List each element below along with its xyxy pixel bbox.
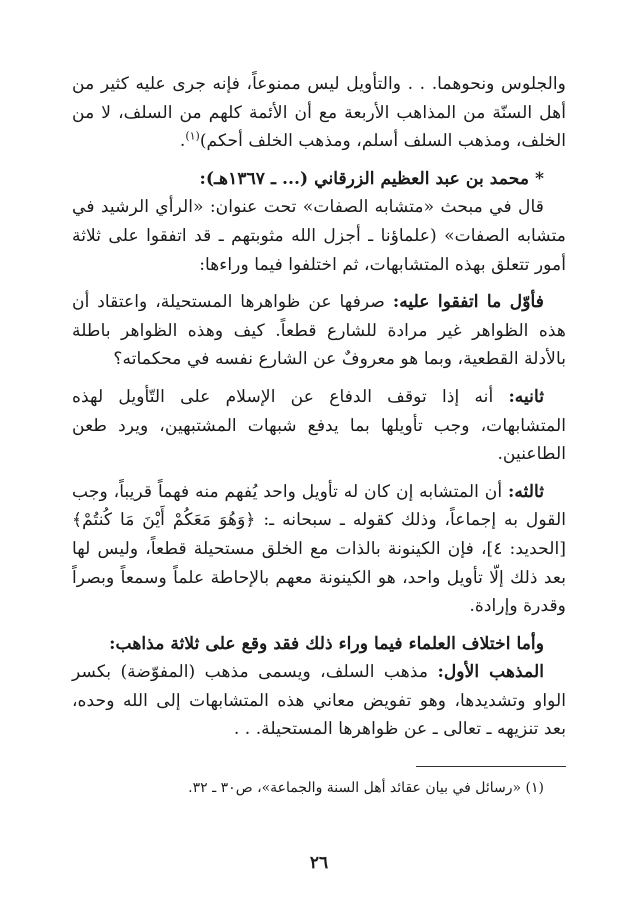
paragraph-5-lead: ثالثه: xyxy=(507,481,544,502)
page-body xyxy=(72,70,566,901)
footnote-divider xyxy=(416,766,566,767)
paragraph-3 xyxy=(72,288,566,374)
paragraph-4-lead: ثانيه: xyxy=(508,386,544,407)
spacer xyxy=(72,156,566,165)
spacer xyxy=(72,621,566,630)
paragraph-5-text: أن المتشابه إن كان له تأويل واحد يُفهم منه فهماً قريباً، وجب القول به إجماعاً، وذلك كقوله ـ سبحانه ـ: ﴿وَهُوَ مَعَكُمْ أَيْنَ مَا كُنتُمْ﴾ [الحديد: ٤]، فإن الكينونة بالذات مع الخلق مستحيلة قطعاً، وليس لها بعد ذلك إلّا تأويل واحد، هو الكينونة معهم بالإحاطة علماً وسمعاً وبصراً وقدرة وإرادة. xyxy=(72,481,566,617)
paragraph-1-end: . xyxy=(179,131,186,152)
paragraph-7-text: مذهب السلف، ويسمى مذهب (المفوّضة) بكسر الواو وتشديدها، وهو تفويض معاني هذه المتشابهات إلى الله وحده، بعد تنزيهه ـ تعالى ـ عن ظواهرها المستحيلة. . . xyxy=(72,662,566,740)
paragraph-7-lead: المذهب الأول: xyxy=(437,662,544,683)
paragraph-2: قال في مبحث «متشابه الصفات» تحت عنوان: «الرأي الرشيد في متشابه الصفات» (علماؤنا ـ أجزل الله مثوبتهم ـ قد اتفقوا على ثلاثة أمور تتعلق بهذه المتشابهات، ثم اختلفوا فيما وراءها: xyxy=(72,197,566,275)
page-number: ٢٦ xyxy=(309,853,329,873)
heading-zarqani: * محمد بن عبد العظيم الزرقاني (... ـ ١٣٦٧هـ): xyxy=(199,168,544,189)
paragraph-5 xyxy=(72,478,566,621)
spacer xyxy=(72,374,566,383)
paragraph-1-text: والجلوس ونحوهما. . . والتأويل ليس ممنوعاً، فإنه جرى عليه كثير من أهل السنّة من المذاهب الأربعة مع أن الأئمة كلهم من السلف، لا من الخلف، ومذهب السلف أسلم، ومذهب الخلف أحكم) xyxy=(72,74,566,152)
paragraph-6: وأما اختلاف العلماء فيما وراء ذلك فقد وقع على ثلاثة مذاهب: xyxy=(109,633,544,654)
paragraph-7 xyxy=(72,658,566,744)
footnote-marker: (١) xyxy=(185,129,200,143)
paragraph-3-lead: فأوّل ما اتفقوا عليه: xyxy=(392,292,544,313)
spacer xyxy=(72,469,566,478)
spacer xyxy=(72,279,566,288)
main-text xyxy=(72,70,566,744)
paragraph-4 xyxy=(72,383,566,469)
paragraph-4-text: أنه إذا توقف الدفاع عن الإسلام على التّأويل لهذه المتشابهات، وجب تأويلها بما يدفع شبهات المشتبهين، ويرد طعن الطاعنين. xyxy=(72,386,566,465)
paragraph-1 xyxy=(72,70,566,156)
footnote: (١) «رسائل في بيان عقائد أهل السنة والجماعة»، ص٣٠ ـ ٣٢. xyxy=(188,780,544,797)
paragraph-3-text: صرفها عن ظواهرها المستحيلة، واعتقاد أن هذه الظواهر غير مرادة للشارع قطعاً. كيف وهذه الظواهر باطلة بالأدلة القطعية، وبما هو معروفٌ عن الشارع نفسه في محكماته؟ xyxy=(72,292,566,370)
